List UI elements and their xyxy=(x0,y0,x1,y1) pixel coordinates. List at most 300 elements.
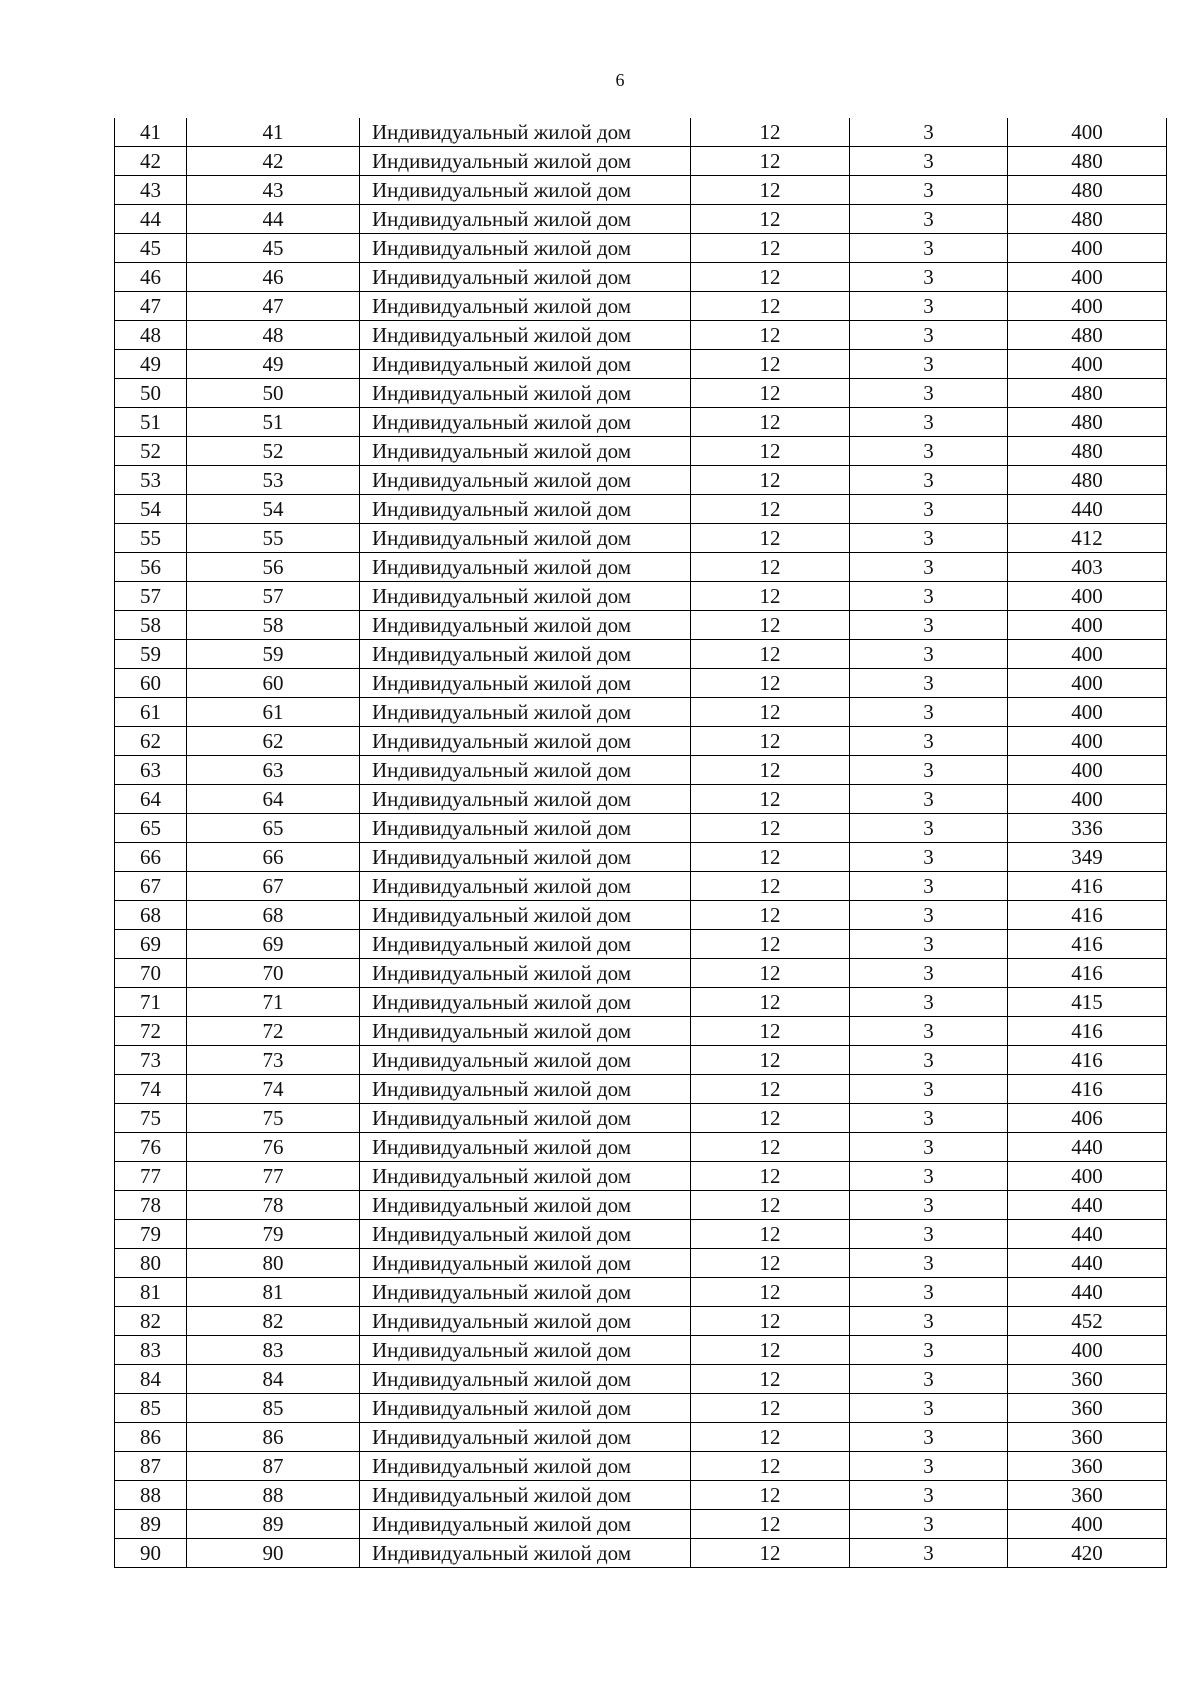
table-row xyxy=(115,118,1167,147)
plot-number-cell: 64 xyxy=(187,785,360,814)
value-12-cell: 12 xyxy=(691,1220,850,1249)
table-row xyxy=(115,379,1167,408)
object-type-cell: Индивидуальный жилой дом xyxy=(360,263,691,292)
value-3-cell: 3 xyxy=(850,118,1008,147)
value-12-cell: 12 xyxy=(691,205,850,234)
object-type-cell: Индивидуальный жилой дом xyxy=(360,466,691,495)
object-type-cell: Индивидуальный жилой дом xyxy=(360,1278,691,1307)
area-cell: 360 xyxy=(1008,1481,1167,1510)
area-cell: 416 xyxy=(1008,1017,1167,1046)
object-type-cell: Индивидуальный жилой дом xyxy=(360,1365,691,1394)
area-cell: 480 xyxy=(1008,379,1167,408)
table-row xyxy=(115,1423,1167,1452)
value-3-cell: 3 xyxy=(850,1075,1008,1104)
row-number-cell: 50 xyxy=(115,379,187,408)
row-number-cell: 59 xyxy=(115,640,187,669)
value-3-cell: 3 xyxy=(850,1017,1008,1046)
table-row xyxy=(115,988,1167,1017)
plot-number-cell: 75 xyxy=(187,1104,360,1133)
object-type-cell: Индивидуальный жилой дом xyxy=(360,785,691,814)
area-cell: 360 xyxy=(1008,1394,1167,1423)
row-number-cell: 45 xyxy=(115,234,187,263)
area-cell: 420 xyxy=(1008,1539,1167,1568)
area-cell: 416 xyxy=(1008,1046,1167,1075)
value-12-cell: 12 xyxy=(691,1104,850,1133)
row-number-cell: 51 xyxy=(115,408,187,437)
object-type-cell: Индивидуальный жилой дом xyxy=(360,1481,691,1510)
plot-number-cell: 51 xyxy=(187,408,360,437)
object-type-cell: Индивидуальный жилой дом xyxy=(360,234,691,263)
plot-number-cell: 41 xyxy=(187,118,360,147)
value-12-cell: 12 xyxy=(691,1307,850,1336)
table-row xyxy=(115,901,1167,930)
table-row xyxy=(115,1104,1167,1133)
row-number-cell: 71 xyxy=(115,988,187,1017)
object-type-cell: Индивидуальный жилой дом xyxy=(360,1539,691,1568)
row-number-cell: 87 xyxy=(115,1452,187,1481)
area-cell: 416 xyxy=(1008,1075,1167,1104)
area-cell: 416 xyxy=(1008,930,1167,959)
object-type-cell: Индивидуальный жилой дом xyxy=(360,321,691,350)
value-12-cell: 12 xyxy=(691,118,850,147)
object-type-cell: Индивидуальный жилой дом xyxy=(360,1452,691,1481)
value-12-cell: 12 xyxy=(691,1481,850,1510)
value-3-cell: 3 xyxy=(850,611,1008,640)
row-number-cell: 49 xyxy=(115,350,187,379)
plot-number-cell: 55 xyxy=(187,524,360,553)
value-12-cell: 12 xyxy=(691,843,850,872)
plot-number-cell: 85 xyxy=(187,1394,360,1423)
plot-number-cell: 86 xyxy=(187,1423,360,1452)
table-row xyxy=(115,1278,1167,1307)
table-row xyxy=(115,698,1167,727)
value-3-cell: 3 xyxy=(850,988,1008,1017)
row-number-cell: 68 xyxy=(115,901,187,930)
value-3-cell: 3 xyxy=(850,727,1008,756)
value-12-cell: 12 xyxy=(691,1075,850,1104)
plot-number-cell: 60 xyxy=(187,669,360,698)
value-3-cell: 3 xyxy=(850,843,1008,872)
value-12-cell: 12 xyxy=(691,408,850,437)
value-3-cell: 3 xyxy=(850,1481,1008,1510)
area-cell: 480 xyxy=(1008,205,1167,234)
area-cell: 360 xyxy=(1008,1365,1167,1394)
row-number-cell: 81 xyxy=(115,1278,187,1307)
plot-number-cell: 58 xyxy=(187,611,360,640)
object-type-cell: Индивидуальный жилой дом xyxy=(360,1394,691,1423)
row-number-cell: 83 xyxy=(115,1336,187,1365)
plot-number-cell: 62 xyxy=(187,727,360,756)
area-cell: 349 xyxy=(1008,843,1167,872)
value-3-cell: 3 xyxy=(850,1104,1008,1133)
value-3-cell: 3 xyxy=(850,1336,1008,1365)
row-number-cell: 44 xyxy=(115,205,187,234)
plot-number-cell: 87 xyxy=(187,1452,360,1481)
table-row xyxy=(115,1307,1167,1336)
area-cell: 403 xyxy=(1008,553,1167,582)
object-type-cell: Индивидуальный жилой дом xyxy=(360,640,691,669)
value-3-cell: 3 xyxy=(850,1394,1008,1423)
table-row xyxy=(115,1481,1167,1510)
plot-number-cell: 80 xyxy=(187,1249,360,1278)
row-number-cell: 90 xyxy=(115,1539,187,1568)
table-body xyxy=(115,118,1167,1568)
object-type-cell: Индивидуальный жилой дом xyxy=(360,147,691,176)
object-type-cell: Индивидуальный жилой дом xyxy=(360,292,691,321)
object-type-cell: Индивидуальный жилой дом xyxy=(360,1075,691,1104)
row-number-cell: 43 xyxy=(115,176,187,205)
area-cell: 415 xyxy=(1008,988,1167,1017)
value-3-cell: 3 xyxy=(850,205,1008,234)
row-number-cell: 72 xyxy=(115,1017,187,1046)
table-row xyxy=(115,292,1167,321)
plot-number-cell: 46 xyxy=(187,263,360,292)
object-type-cell: Индивидуальный жилой дом xyxy=(360,205,691,234)
plot-number-cell: 53 xyxy=(187,466,360,495)
value-12-cell: 12 xyxy=(691,611,850,640)
row-number-cell: 65 xyxy=(115,814,187,843)
value-3-cell: 3 xyxy=(850,785,1008,814)
object-type-cell: Индивидуальный жилой дом xyxy=(360,698,691,727)
table-row xyxy=(115,1162,1167,1191)
table-row xyxy=(115,437,1167,466)
plot-number-cell: 50 xyxy=(187,379,360,408)
row-number-cell: 41 xyxy=(115,118,187,147)
value-3-cell: 3 xyxy=(850,524,1008,553)
land-plots-table xyxy=(114,118,1167,1568)
value-3-cell: 3 xyxy=(850,408,1008,437)
area-cell: 400 xyxy=(1008,292,1167,321)
area-cell: 360 xyxy=(1008,1423,1167,1452)
value-12-cell: 12 xyxy=(691,756,850,785)
value-12-cell: 12 xyxy=(691,698,850,727)
plot-number-cell: 89 xyxy=(187,1510,360,1539)
object-type-cell: Индивидуальный жилой дом xyxy=(360,582,691,611)
table-row xyxy=(115,495,1167,524)
area-cell: 440 xyxy=(1008,1191,1167,1220)
area-cell: 440 xyxy=(1008,1249,1167,1278)
value-3-cell: 3 xyxy=(850,1133,1008,1162)
value-3-cell: 3 xyxy=(850,1220,1008,1249)
area-cell: 440 xyxy=(1008,495,1167,524)
row-number-cell: 47 xyxy=(115,292,187,321)
table-row xyxy=(115,1220,1167,1249)
row-number-cell: 56 xyxy=(115,553,187,582)
value-12-cell: 12 xyxy=(691,350,850,379)
value-12-cell: 12 xyxy=(691,930,850,959)
object-type-cell: Индивидуальный жилой дом xyxy=(360,1307,691,1336)
value-3-cell: 3 xyxy=(850,495,1008,524)
table-row xyxy=(115,1017,1167,1046)
area-cell: 400 xyxy=(1008,234,1167,263)
plot-number-cell: 56 xyxy=(187,553,360,582)
object-type-cell: Индивидуальный жилой дом xyxy=(360,727,691,756)
object-type-cell: Индивидуальный жилой дом xyxy=(360,669,691,698)
row-number-cell: 76 xyxy=(115,1133,187,1162)
value-12-cell: 12 xyxy=(691,640,850,669)
value-3-cell: 3 xyxy=(850,1365,1008,1394)
plot-number-cell: 44 xyxy=(187,205,360,234)
plot-number-cell: 57 xyxy=(187,582,360,611)
object-type-cell: Индивидуальный жилой дом xyxy=(360,901,691,930)
row-number-cell: 52 xyxy=(115,437,187,466)
value-12-cell: 12 xyxy=(691,321,850,350)
value-12-cell: 12 xyxy=(691,1046,850,1075)
table-row xyxy=(115,1133,1167,1162)
area-cell: 400 xyxy=(1008,669,1167,698)
value-12-cell: 12 xyxy=(691,669,850,698)
object-type-cell: Индивидуальный жилой дом xyxy=(360,553,691,582)
value-3-cell: 3 xyxy=(850,698,1008,727)
table-row xyxy=(115,611,1167,640)
value-12-cell: 12 xyxy=(691,785,850,814)
row-number-cell: 86 xyxy=(115,1423,187,1452)
row-number-cell: 88 xyxy=(115,1481,187,1510)
area-cell: 440 xyxy=(1008,1220,1167,1249)
value-3-cell: 3 xyxy=(850,640,1008,669)
object-type-cell: Индивидуальный жилой дом xyxy=(360,756,691,785)
object-type-cell: Индивидуальный жилой дом xyxy=(360,1191,691,1220)
row-number-cell: 69 xyxy=(115,930,187,959)
row-number-cell: 55 xyxy=(115,524,187,553)
table-row xyxy=(115,640,1167,669)
value-3-cell: 3 xyxy=(850,1046,1008,1075)
plot-number-cell: 83 xyxy=(187,1336,360,1365)
value-12-cell: 12 xyxy=(691,234,850,263)
table-row xyxy=(115,263,1167,292)
value-12-cell: 12 xyxy=(691,1394,850,1423)
value-12-cell: 12 xyxy=(691,872,850,901)
value-12-cell: 12 xyxy=(691,901,850,930)
row-number-cell: 66 xyxy=(115,843,187,872)
plot-number-cell: 70 xyxy=(187,959,360,988)
area-cell: 400 xyxy=(1008,640,1167,669)
area-cell: 416 xyxy=(1008,872,1167,901)
table-row xyxy=(115,1539,1167,1568)
row-number-cell: 85 xyxy=(115,1394,187,1423)
plot-number-cell: 69 xyxy=(187,930,360,959)
row-number-cell: 80 xyxy=(115,1249,187,1278)
plot-number-cell: 72 xyxy=(187,1017,360,1046)
object-type-cell: Индивидуальный жилой дом xyxy=(360,1510,691,1539)
object-type-cell: Индивидуальный жилой дом xyxy=(360,1017,691,1046)
plot-number-cell: 66 xyxy=(187,843,360,872)
table-row xyxy=(115,843,1167,872)
row-number-cell: 74 xyxy=(115,1075,187,1104)
value-3-cell: 3 xyxy=(850,553,1008,582)
object-type-cell: Индивидуальный жилой дом xyxy=(360,1220,691,1249)
area-cell: 360 xyxy=(1008,1452,1167,1481)
table-row xyxy=(115,408,1167,437)
object-type-cell: Индивидуальный жилой дом xyxy=(360,495,691,524)
value-3-cell: 3 xyxy=(850,234,1008,263)
table-row xyxy=(115,1046,1167,1075)
row-number-cell: 53 xyxy=(115,466,187,495)
value-3-cell: 3 xyxy=(850,1191,1008,1220)
table-row xyxy=(115,1249,1167,1278)
area-cell: 400 xyxy=(1008,785,1167,814)
object-type-cell: Индивидуальный жилой дом xyxy=(360,1133,691,1162)
table-row xyxy=(115,1075,1167,1104)
value-3-cell: 3 xyxy=(850,1452,1008,1481)
value-12-cell: 12 xyxy=(691,1191,850,1220)
value-3-cell: 3 xyxy=(850,379,1008,408)
value-12-cell: 12 xyxy=(691,1336,850,1365)
value-3-cell: 3 xyxy=(850,147,1008,176)
value-12-cell: 12 xyxy=(691,1133,850,1162)
table-row xyxy=(115,1365,1167,1394)
value-12-cell: 12 xyxy=(691,988,850,1017)
area-cell: 336 xyxy=(1008,814,1167,843)
plot-number-cell: 84 xyxy=(187,1365,360,1394)
plot-number-cell: 79 xyxy=(187,1220,360,1249)
table-row xyxy=(115,582,1167,611)
area-cell: 400 xyxy=(1008,263,1167,292)
object-type-cell: Индивидуальный жилой дом xyxy=(360,611,691,640)
row-number-cell: 42 xyxy=(115,147,187,176)
value-3-cell: 3 xyxy=(850,930,1008,959)
value-12-cell: 12 xyxy=(691,582,850,611)
value-3-cell: 3 xyxy=(850,669,1008,698)
object-type-cell: Индивидуальный жилой дом xyxy=(360,1336,691,1365)
area-cell: 400 xyxy=(1008,698,1167,727)
object-type-cell: Индивидуальный жилой дом xyxy=(360,118,691,147)
table-row xyxy=(115,350,1167,379)
area-cell: 480 xyxy=(1008,408,1167,437)
area-cell: 406 xyxy=(1008,1104,1167,1133)
plot-number-cell: 73 xyxy=(187,1046,360,1075)
area-cell: 400 xyxy=(1008,350,1167,379)
row-number-cell: 77 xyxy=(115,1162,187,1191)
table-row xyxy=(115,147,1167,176)
area-cell: 480 xyxy=(1008,466,1167,495)
plot-number-cell: 68 xyxy=(187,901,360,930)
value-12-cell: 12 xyxy=(691,727,850,756)
area-cell: 412 xyxy=(1008,524,1167,553)
object-type-cell: Индивидуальный жилой дом xyxy=(360,350,691,379)
row-number-cell: 64 xyxy=(115,785,187,814)
value-3-cell: 3 xyxy=(850,814,1008,843)
table-row xyxy=(115,1452,1167,1481)
area-cell: 480 xyxy=(1008,321,1167,350)
plot-number-cell: 74 xyxy=(187,1075,360,1104)
object-type-cell: Индивидуальный жилой дом xyxy=(360,1249,691,1278)
row-number-cell: 82 xyxy=(115,1307,187,1336)
value-12-cell: 12 xyxy=(691,437,850,466)
object-type-cell: Индивидуальный жилой дом xyxy=(360,1423,691,1452)
value-3-cell: 3 xyxy=(850,901,1008,930)
value-3-cell: 3 xyxy=(850,1278,1008,1307)
area-cell: 400 xyxy=(1008,727,1167,756)
plot-number-cell: 52 xyxy=(187,437,360,466)
value-3-cell: 3 xyxy=(850,437,1008,466)
plot-number-cell: 43 xyxy=(187,176,360,205)
table-row xyxy=(115,959,1167,988)
plot-number-cell: 63 xyxy=(187,756,360,785)
row-number-cell: 79 xyxy=(115,1220,187,1249)
plot-number-cell: 48 xyxy=(187,321,360,350)
table-row xyxy=(115,234,1167,263)
row-number-cell: 89 xyxy=(115,1510,187,1539)
object-type-cell: Индивидуальный жилой дом xyxy=(360,843,691,872)
value-3-cell: 3 xyxy=(850,350,1008,379)
plot-number-cell: 88 xyxy=(187,1481,360,1510)
value-12-cell: 12 xyxy=(691,495,850,524)
value-12-cell: 12 xyxy=(691,1510,850,1539)
row-number-cell: 78 xyxy=(115,1191,187,1220)
object-type-cell: Индивидуальный жилой дом xyxy=(360,872,691,901)
table-row xyxy=(115,321,1167,350)
row-number-cell: 73 xyxy=(115,1046,187,1075)
value-3-cell: 3 xyxy=(850,1539,1008,1568)
row-number-cell: 70 xyxy=(115,959,187,988)
table-row xyxy=(115,872,1167,901)
object-type-cell: Индивидуальный жилой дом xyxy=(360,176,691,205)
object-type-cell: Индивидуальный жилой дом xyxy=(360,930,691,959)
plot-number-cell: 67 xyxy=(187,872,360,901)
value-3-cell: 3 xyxy=(850,1307,1008,1336)
value-12-cell: 12 xyxy=(691,814,850,843)
area-cell: 400 xyxy=(1008,756,1167,785)
value-12-cell: 12 xyxy=(691,1539,850,1568)
plot-number-cell: 59 xyxy=(187,640,360,669)
area-cell: 400 xyxy=(1008,1162,1167,1191)
table-row xyxy=(115,727,1167,756)
table-row xyxy=(115,1394,1167,1423)
value-12-cell: 12 xyxy=(691,1017,850,1046)
value-3-cell: 3 xyxy=(850,756,1008,785)
value-12-cell: 12 xyxy=(691,466,850,495)
object-type-cell: Индивидуальный жилой дом xyxy=(360,1104,691,1133)
table-row xyxy=(115,756,1167,785)
value-12-cell: 12 xyxy=(691,959,850,988)
area-cell: 480 xyxy=(1008,147,1167,176)
table-row xyxy=(115,524,1167,553)
row-number-cell: 62 xyxy=(115,727,187,756)
area-cell: 416 xyxy=(1008,959,1167,988)
row-number-cell: 67 xyxy=(115,872,187,901)
row-number-cell: 57 xyxy=(115,582,187,611)
table-row xyxy=(115,466,1167,495)
area-cell: 480 xyxy=(1008,176,1167,205)
table-row xyxy=(115,1336,1167,1365)
value-3-cell: 3 xyxy=(850,1162,1008,1191)
plot-number-cell: 49 xyxy=(187,350,360,379)
value-12-cell: 12 xyxy=(691,1249,850,1278)
value-3-cell: 3 xyxy=(850,1423,1008,1452)
object-type-cell: Индивидуальный жилой дом xyxy=(360,1162,691,1191)
object-type-cell: Индивидуальный жилой дом xyxy=(360,814,691,843)
plot-number-cell: 54 xyxy=(187,495,360,524)
plot-number-cell: 76 xyxy=(187,1133,360,1162)
plot-number-cell: 47 xyxy=(187,292,360,321)
table-row xyxy=(115,205,1167,234)
area-cell: 400 xyxy=(1008,1336,1167,1365)
row-number-cell: 61 xyxy=(115,698,187,727)
plot-number-cell: 61 xyxy=(187,698,360,727)
value-3-cell: 3 xyxy=(850,176,1008,205)
row-number-cell: 60 xyxy=(115,669,187,698)
area-cell: 452 xyxy=(1008,1307,1167,1336)
plot-number-cell: 82 xyxy=(187,1307,360,1336)
object-type-cell: Индивидуальный жилой дом xyxy=(360,959,691,988)
area-cell: 400 xyxy=(1008,582,1167,611)
plot-number-cell: 90 xyxy=(187,1539,360,1568)
row-number-cell: 84 xyxy=(115,1365,187,1394)
area-cell: 400 xyxy=(1008,611,1167,640)
area-cell: 400 xyxy=(1008,1510,1167,1539)
value-12-cell: 12 xyxy=(691,524,850,553)
